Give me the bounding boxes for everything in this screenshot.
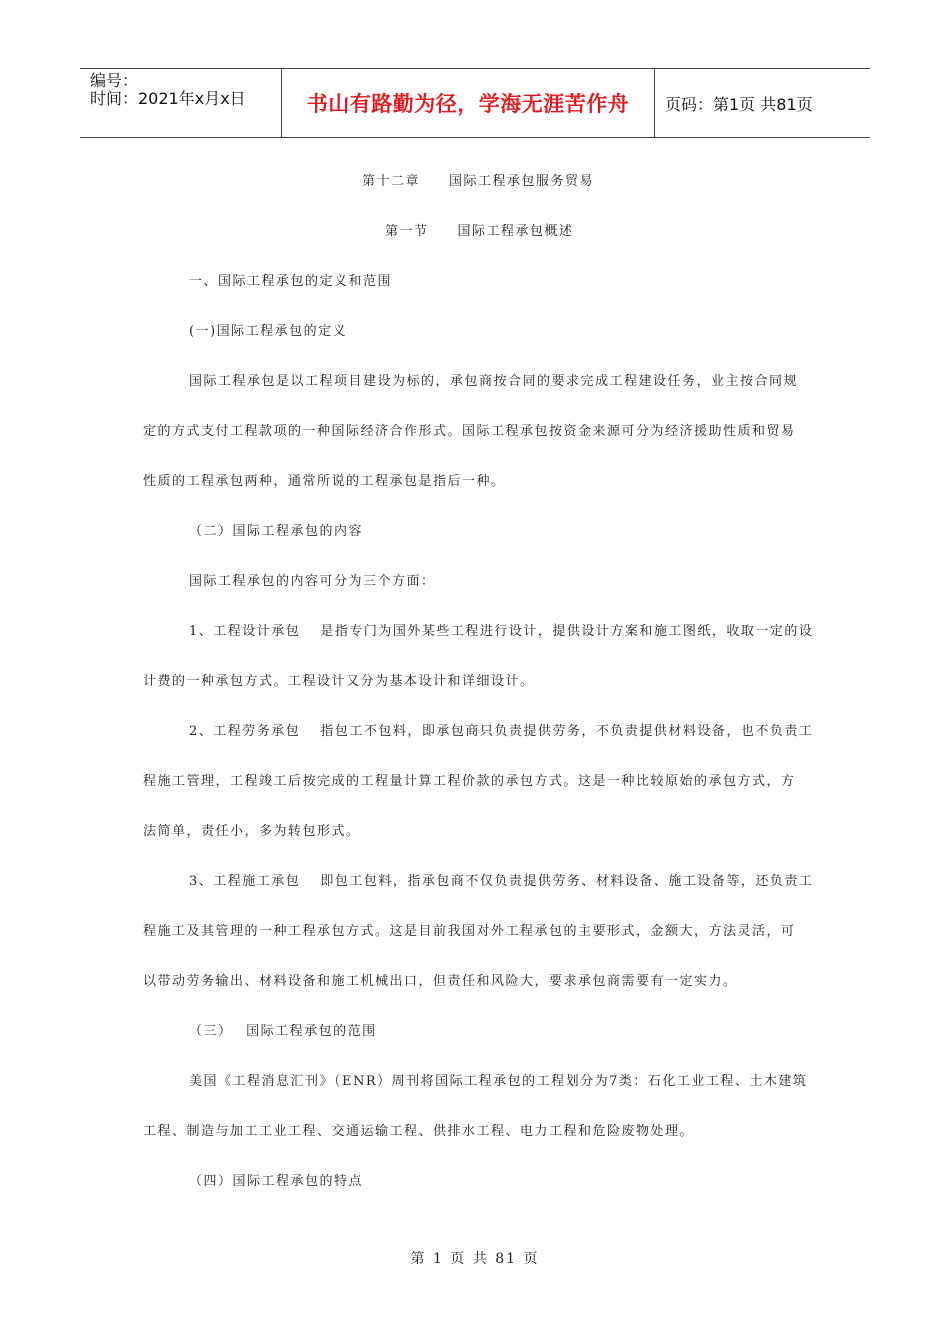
paragraph-line: 性质的工程承包两种，通常所说的工程承包是指后一种。 bbox=[143, 474, 506, 489]
paragraph-line: 国际工程承包是以工程项目建设为标的，承包商按合同的要求完成工程建设任务，业主按合同规 bbox=[189, 374, 799, 389]
paragraph-line: 以带动劳务输出、材料设备和施工机械出口，但责任和风险大，要求承包商需要有一定实力。 bbox=[143, 974, 738, 989]
paragraph-line: 程施工管理，工程竣工后按完成的工程量计算工程价款的承包方式。这是一种比较原始的承包方式，方 bbox=[143, 774, 796, 789]
document-date-label: 时间：2021年x月x日 bbox=[90, 89, 246, 108]
document-header bbox=[80, 68, 870, 138]
paragraph-line: 2、工程劳务承包 指包工不包料，即承包商只负责提供劳务，不负责提供材料设备，也不负责工 bbox=[189, 724, 814, 739]
subheading-content: （二）国际工程承包的内容 bbox=[189, 524, 364, 539]
paragraph-line: 工程、制造与加工工业工程、交通运输工程、供排水工程、电力工程和危险废物处理。 bbox=[143, 1124, 695, 1139]
paragraph-line: 1、工程设计承包 是指专门为国外某些工程进行设计，提供设计方案和施工图纸，收取一定的设 bbox=[189, 624, 814, 639]
paragraph-line: 法简单，责任小，多为转包形式。 bbox=[143, 824, 361, 839]
paragraph-line: 3、工程施工承包 即包工包料，指承包商不仅负责提供劳务、材料设备、施工设备等，还负责工 bbox=[189, 874, 814, 889]
header-page-info: 页码：第1页 共81页 bbox=[665, 94, 813, 114]
subheading-features: （四）国际工程承包的特点 bbox=[189, 1174, 364, 1189]
page-footer: 第 1 页 共 81 页 bbox=[410, 1251, 540, 1267]
header-motto: 书山有路勤为径，学海无涯苦作舟 bbox=[282, 69, 655, 137]
heading-definition-scope: 一、国际工程承包的定义和范围 bbox=[189, 274, 393, 289]
document-number-label: 编号： bbox=[90, 71, 139, 90]
header-meta bbox=[80, 69, 282, 137]
chapter-title: 第十二章 国际工程承包服务贸易 bbox=[362, 174, 595, 189]
paragraph-line: 美国《工程消息汇刊》（ENR）周刊将国际工程承包的工程划分为7类：石化工业工程、土木建筑 bbox=[189, 1074, 808, 1089]
paragraph-line: 定的方式支付工程款项的一种国际经济合作形式。国际工程承包按资金来源可分为经济援助性质和贸易 bbox=[143, 424, 796, 439]
subheading-definition: (一)国际工程承包的定义 bbox=[189, 324, 348, 339]
paragraph-line: 程施工及其管理的一种工程承包方式。这是目前我国对外工程承包的主要形式，金额大，方法灵活，可 bbox=[143, 924, 796, 939]
paragraph-line: 国际工程承包的内容可分为三个方面： bbox=[189, 574, 436, 589]
paragraph-line: 计费的一种承包方式。工程设计又分为基本设计和详细设计。 bbox=[143, 674, 535, 689]
section-title: 第一节 国际工程承包概述 bbox=[385, 224, 574, 239]
subheading-scope: （三） 国际工程承包的范围 bbox=[189, 1024, 377, 1039]
